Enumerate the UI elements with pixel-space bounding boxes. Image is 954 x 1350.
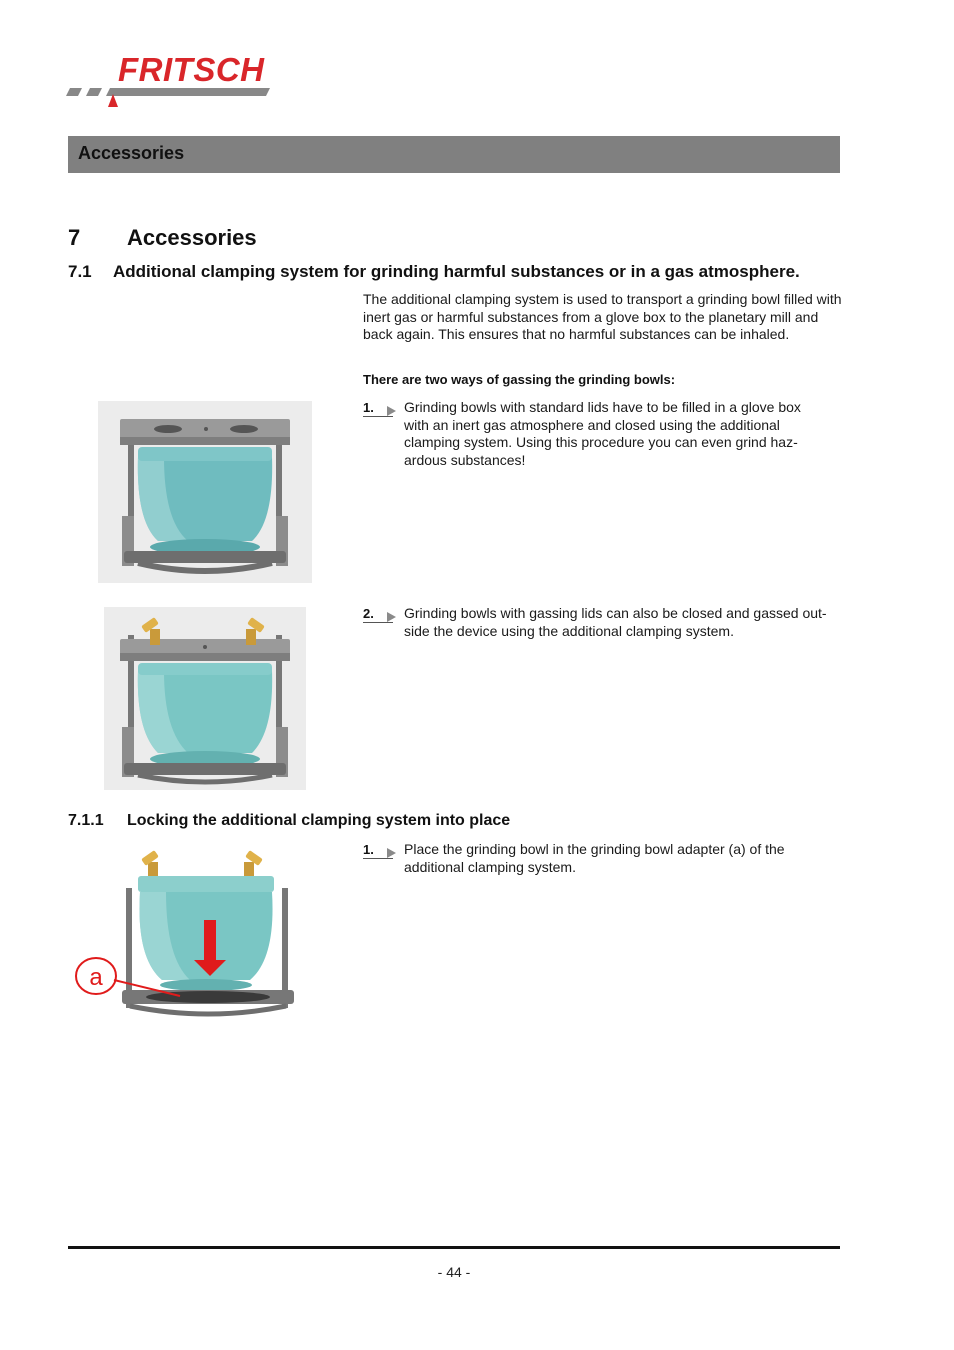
subsection-number: 7.1.1 (68, 812, 104, 829)
clamping-system-standard-lid-image (98, 401, 312, 583)
step-text: Grinding bowls with gassing lids can also be closed and gassed out- side the device using the additional clamping system. (404, 605, 827, 639)
header-section-title: Accessories (78, 143, 185, 163)
section-header-bar (68, 136, 840, 173)
adapter-label: a (89, 964, 103, 991)
step-number: 1. (363, 400, 393, 417)
bowl-placement-image (70, 840, 310, 1025)
logo-wordmark: FRITSCH (118, 51, 265, 88)
step-arrow-icon (387, 406, 396, 416)
clamping-system-gassing-lid-image (104, 607, 306, 790)
step-text: Grinding bowls with standard lids have to be filled in a glove box with an inert gas atmosphere and closed using the additional clamping system. Using this procedure you can even grind haz- ardous substances! (404, 399, 801, 468)
step-text: Place the grinding bowl in the grinding bowl adapter (a) of the additional clamping system. (404, 841, 785, 875)
section-number: 7.1 (68, 262, 92, 281)
section-intro: The additional clamping system is used to transport a grinding bowl filled with inert gas or harmful substances from a glove box to the planetary mill and back again. This ensures that no harmful substances can be inhaled. (363, 291, 842, 342)
chapter-title: Accessories (127, 225, 257, 250)
step-number: 2. (363, 606, 393, 623)
step-number: 1. (363, 842, 393, 859)
fritsch-logo (66, 52, 286, 112)
gassing-ways-heading: There are two ways of gassing the grinding bowls: (363, 372, 676, 387)
step-arrow-icon (387, 848, 396, 858)
chapter-number: 7 (68, 225, 81, 250)
section-title: Additional clamping system for grinding harmful substances or in a gas atmosphere. (113, 262, 800, 281)
page-number: - 44 - (437, 1264, 471, 1280)
step-arrow-icon (387, 612, 396, 622)
subsection-title: Locking the additional clamping system into place (127, 812, 511, 829)
footer-rule (68, 1246, 840, 1249)
